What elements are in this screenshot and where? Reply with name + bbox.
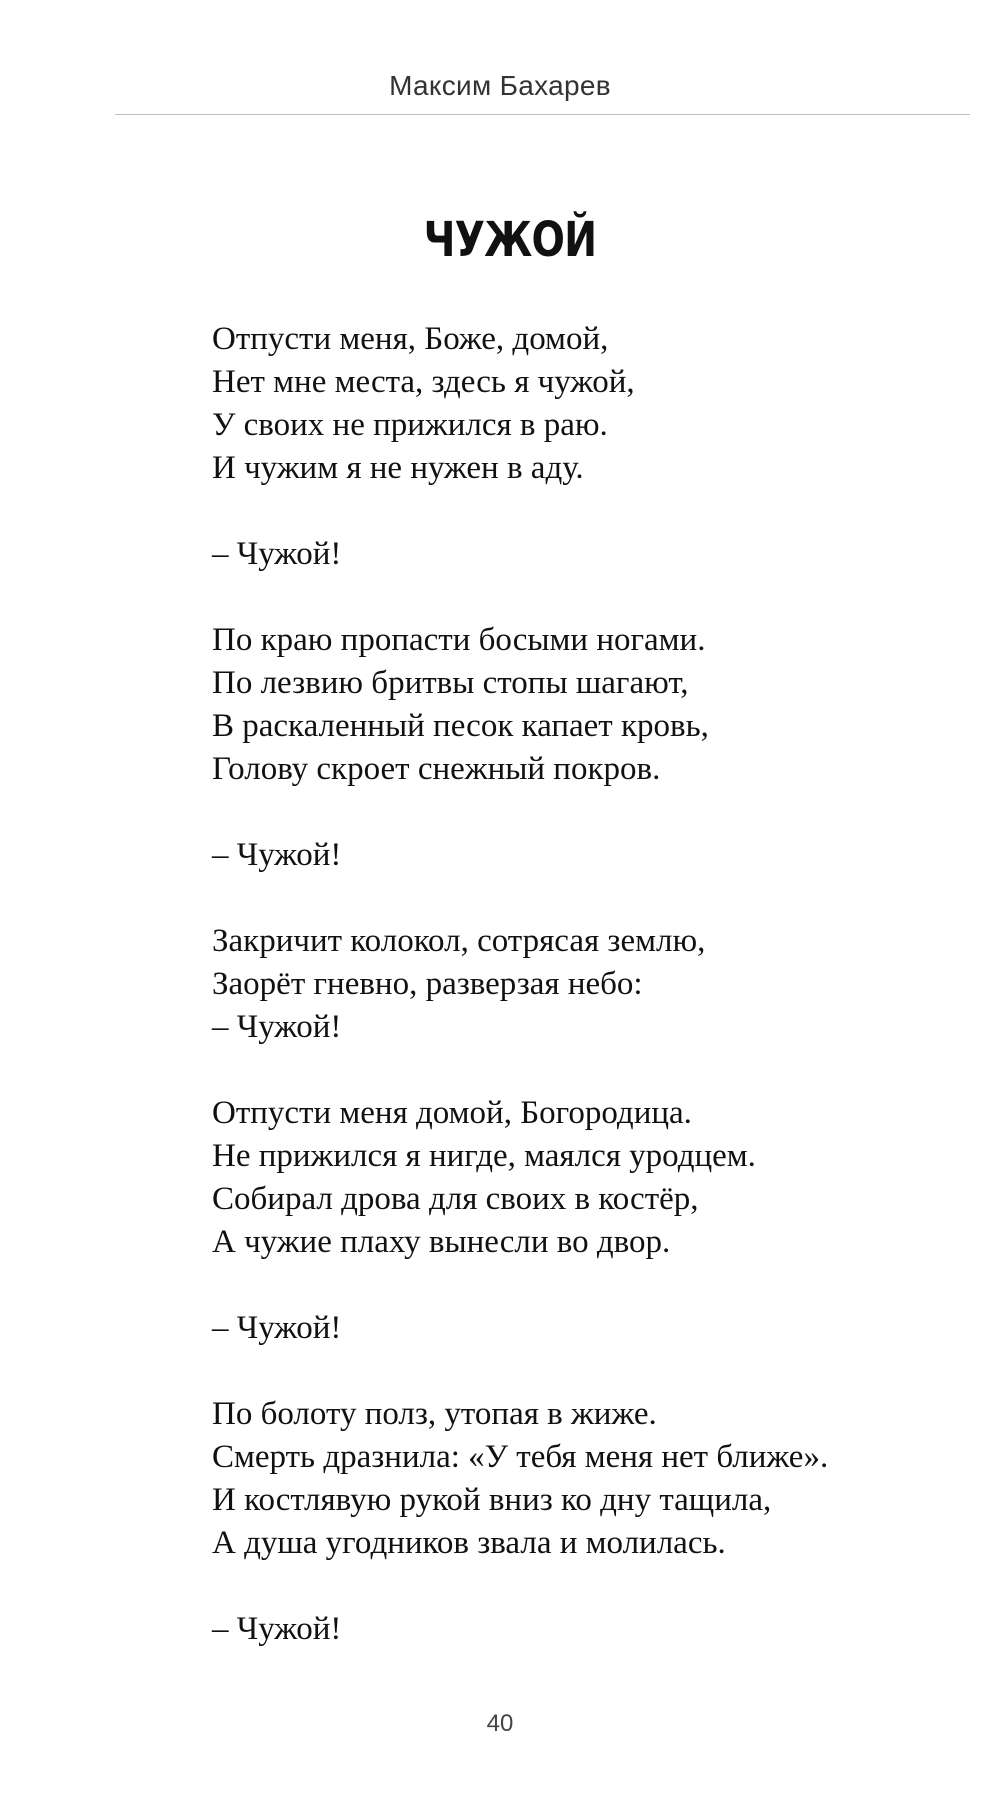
refrain-line: – Чужой!: [212, 536, 342, 572]
poem-line: По болоту полз, утопая в жиже.: [212, 1396, 657, 1432]
stanza-gap: [212, 576, 982, 619]
stanza: [212, 1393, 982, 1565]
stanza: [212, 619, 982, 791]
stanza: [212, 834, 982, 877]
poem-line: И костлявую рукой вниз ко дну тащила,: [212, 1482, 772, 1518]
poem-line: По краю пропасти босыми ногами.: [212, 622, 706, 658]
poem-line: В раскаленный песок капает кровь,: [212, 708, 709, 744]
poem-line: У своих не прижился в раю.: [212, 407, 608, 443]
stanza-gap: [212, 490, 982, 533]
poem-line: И чужим я не нужен в аду.: [212, 450, 584, 486]
stanza-gap: [212, 877, 982, 920]
stanza: [212, 920, 982, 1049]
poem-line: Не прижился я нигде, маялся уродцем.: [212, 1138, 756, 1174]
header-divider: [115, 114, 970, 115]
stanza: [212, 533, 982, 576]
poem-line: Закричит колокол, сотрясая землю,: [212, 923, 706, 959]
stanza: [212, 318, 982, 490]
poem-line: Голову скроет снежный покров.: [212, 751, 661, 787]
running-header-author: Максим Бахарев: [389, 70, 611, 101]
poem-line: Смерть дразнила: «У тебя меня нет ближе».: [212, 1439, 829, 1475]
poem-line: А чужие плаху вынесли во двор.: [212, 1224, 671, 1260]
stanza-gap: [212, 791, 982, 834]
stanza-gap: [212, 1565, 982, 1608]
poem-line: А душа угодников звала и молилась.: [212, 1525, 726, 1561]
refrain-line: – Чужой!: [212, 1310, 342, 1346]
poem-body: [212, 318, 982, 1651]
stanza: [212, 1307, 982, 1350]
stanza-gap: [212, 1049, 982, 1092]
refrain-line: – Чужой!: [212, 1611, 342, 1647]
poem-line: Заорёт гневно, разверзая небо:: [212, 966, 643, 1002]
stanza-gap: [212, 1350, 982, 1393]
page-number: 40: [486, 1710, 514, 1737]
poem-line: Отпусти меня домой, Богородица.: [212, 1095, 692, 1131]
poem-title: ЧУЖОЙ: [423, 212, 597, 268]
refrain-line: – Чужой!: [212, 1009, 342, 1045]
stanza-gap: [212, 1264, 982, 1307]
poem-line: Собирал дрова для своих в костёр,: [212, 1181, 699, 1217]
stanza: [212, 1092, 982, 1264]
poem-line: Отпусти меня, Боже, домой,: [212, 321, 609, 357]
stanza: [212, 1608, 982, 1651]
poem-line: По лезвию бритвы стопы шагают,: [212, 665, 689, 701]
poem-line: Нет мне места, здесь я чужой,: [212, 364, 635, 400]
refrain-line: – Чужой!: [212, 837, 342, 873]
